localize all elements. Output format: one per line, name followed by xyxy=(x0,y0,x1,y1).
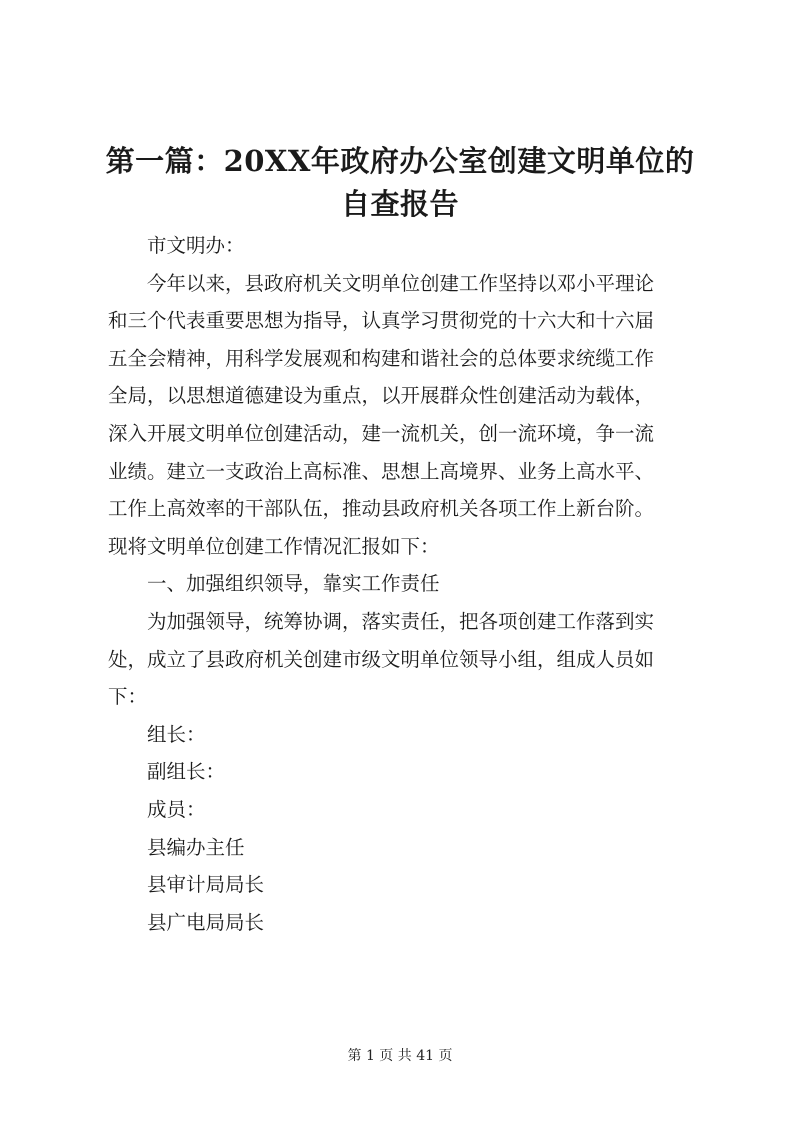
paragraph-line: 业绩。建立一支政治上高标准、思想上高境界、业务上高水平、 xyxy=(108,459,655,483)
paragraph-line: 工作上高效率的干部队伍，推动县政府机关各项工作上新台阶。 xyxy=(108,497,655,521)
member-line: 县广电局局长 xyxy=(147,910,265,934)
paragraph-line: 下： xyxy=(108,685,148,709)
title-line-1: 第一篇：20XX年政府办公室创建文明单位的 xyxy=(105,144,695,178)
paragraph-line: 处，成立了县政府机关创建市级文明单位领导小组，组成人员如 xyxy=(108,647,655,671)
paragraph-line: 全局，以思想道德建设为重点，以开展群众性创建活动为载体， xyxy=(108,384,655,408)
paragraph-line: 和三个代表重要思想为指导，认真学习贯彻党的十六大和十六届 xyxy=(108,309,655,333)
paragraph-leadership xyxy=(108,603,713,716)
salutation: 市文明办： xyxy=(147,234,245,257)
paragraph-line: 深入开展文明单位创建活动，建一流机关，创一流环境，争一流 xyxy=(108,421,655,445)
member-line: 县审计局局长 xyxy=(147,873,265,897)
paragraph-intro xyxy=(108,265,713,566)
paragraph-line: 五全会精神，用科学发展观和构建和谐社会的总体要求统缆工作 xyxy=(108,346,655,370)
paragraph-line: 今年以来，县政府机关文明单位创建工作坚持以邓小平理论 xyxy=(147,271,655,295)
paragraph-line: 为加强领导，统筹协调，落实责任，把各项创建工作落到实 xyxy=(147,609,655,633)
paragraph-line: 现将文明单位创建工作情况汇报如下： xyxy=(108,534,440,558)
document-body xyxy=(108,227,713,941)
member-line: 副组长： xyxy=(147,760,226,784)
section-heading: 一、加强组织领导，靠实工作责任 xyxy=(147,572,440,596)
member-line: 成员： xyxy=(147,797,206,821)
document-title xyxy=(100,140,700,226)
member-line: 组长： xyxy=(147,722,206,746)
title-line-2: 自查报告 xyxy=(340,187,459,221)
page-footer: 第 1 页 共 41 页 xyxy=(347,1048,453,1064)
member-line: 县编办主任 xyxy=(147,835,245,859)
